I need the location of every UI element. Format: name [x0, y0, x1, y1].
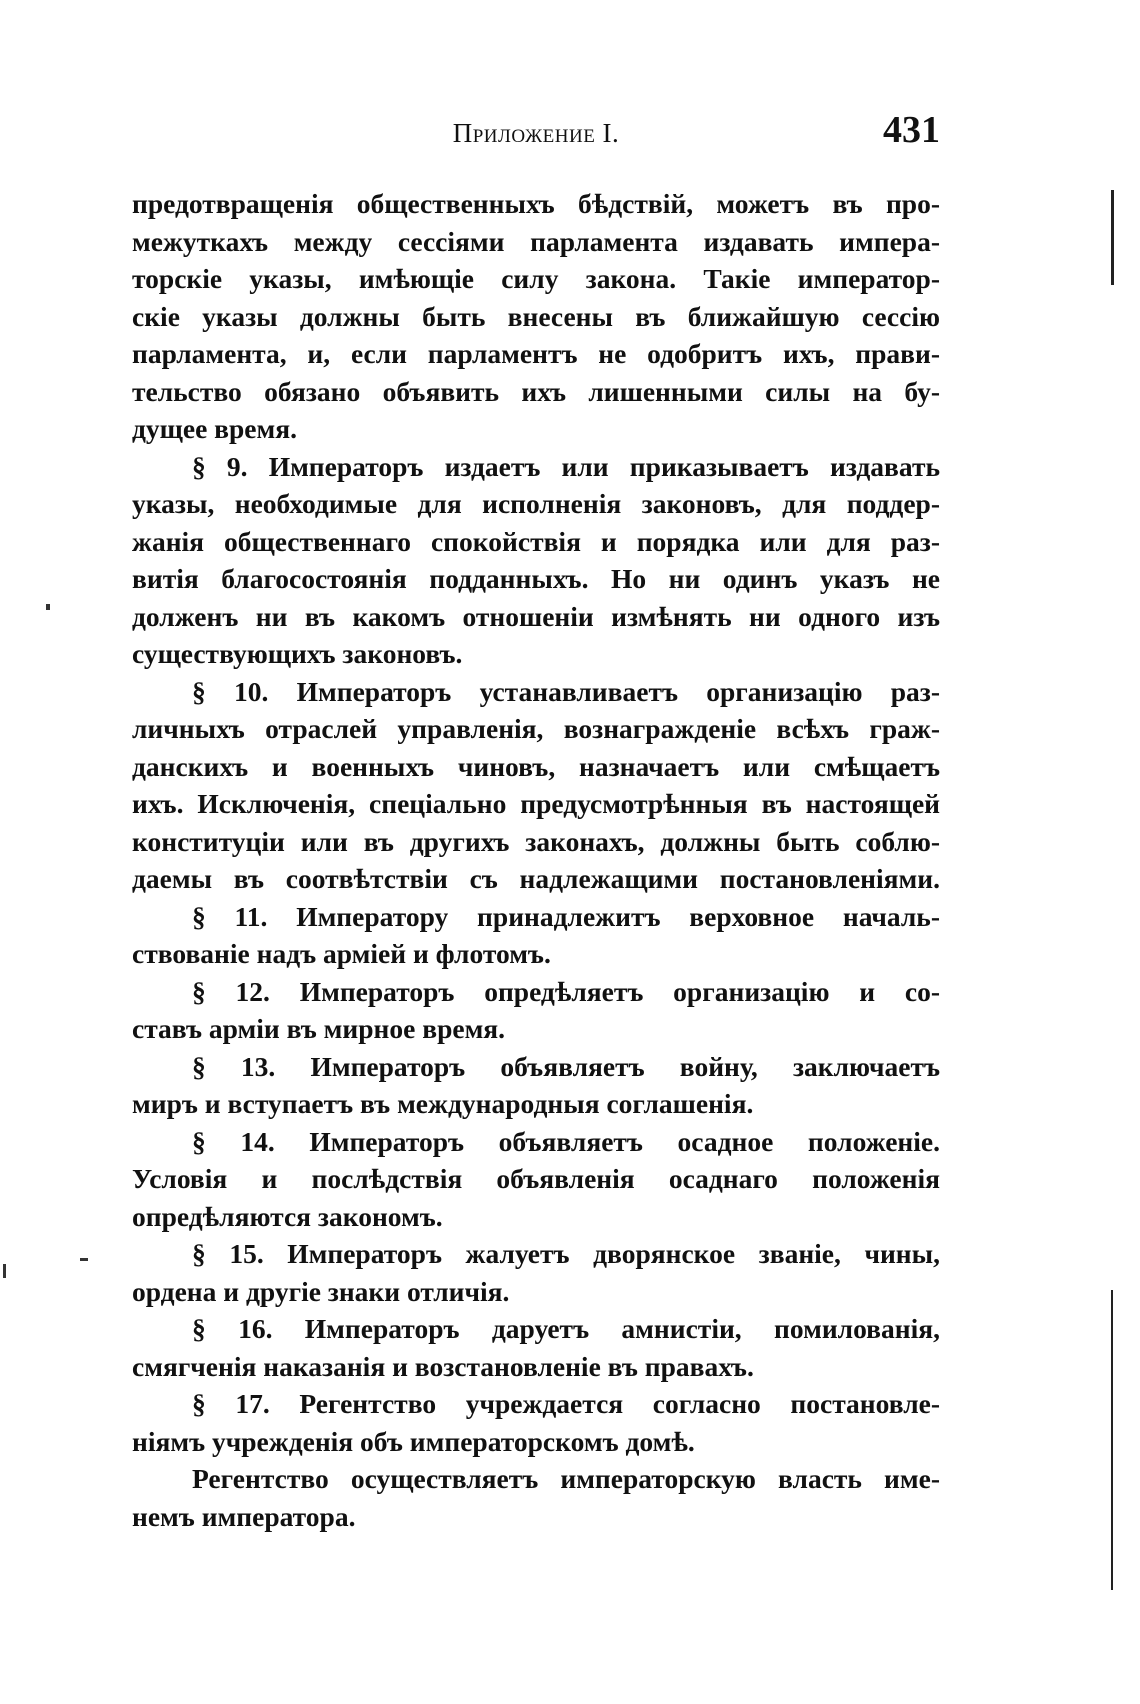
scan-speck	[80, 1258, 88, 1261]
text-line: парламента, и, если парламентъ не одобритъ ихъ, прави-	[132, 338, 940, 369]
text-line: скіе указы должны быть внесены въ ближайшую сессію	[132, 300, 940, 332]
text-line: долженъ ни въ какомъ отношеніи измѣнять ни одного изъ	[132, 600, 940, 632]
paragraph-first-line: § 16. Императоръ даруетъ амнистіи, помилованія,	[192, 1313, 940, 1344]
text-line: дущее время.	[132, 413, 297, 444]
scan-edge-line	[1111, 1290, 1113, 1590]
paragraph-first-line: § 11. Императору принадлежитъ верховное началь-	[192, 900, 940, 932]
text-line: ихъ. Исключенія, спеціально предусмотрѣнныя въ настоящей	[132, 788, 940, 819]
text-line: смягченія наказанія и возстановленіе въ правахъ.	[132, 1350, 754, 1382]
paragraph-first-line: § 12. Императоръ опредѣляетъ организацію и со-	[192, 975, 940, 1007]
text-line: торскіе указы, имѣющіе силу закона. Такіе император-	[132, 263, 940, 294]
scan-edge-line	[1111, 190, 1114, 285]
text-line: личныхъ отраслей управленія, вознагражденіе всѣхъ граж-	[132, 713, 940, 744]
text-line: ордена и другіе знаки отличія.	[132, 1275, 510, 1307]
text-line: конституціи или въ другихъ законахъ, должны быть соблю-	[132, 825, 940, 857]
paragraph-first-line: § 13. Императоръ объявляетъ войну, заключаетъ	[192, 1050, 940, 1082]
scan-speck	[46, 604, 50, 610]
running-title: Приложение I.	[452, 118, 620, 148]
text-line: ствованіе надъ арміей и флотомъ.	[132, 938, 551, 969]
text-line: немъ императора.	[132, 1500, 356, 1532]
paragraph-first-line: Регентство осуществляетъ императорскую власть име-	[192, 1463, 940, 1494]
text-line: ставъ арміи въ мирное время.	[132, 1013, 506, 1044]
paragraph-first-line: § 9. Императоръ издаетъ или приказываетъ издавать	[192, 450, 940, 482]
text-line: жанія общественнаго спокойствія и порядка или для раз-	[132, 525, 940, 557]
text-line: данскихъ и военныхъ чиновъ, назначаетъ или смѣщаетъ	[132, 750, 940, 782]
text-line: тельство обязано объявить ихъ лишенными силы на бу-	[132, 375, 940, 407]
text-line: опредѣляются закономъ.	[132, 1200, 443, 1232]
paragraph-first-line: § 15. Императоръ жалуетъ дворянское званіе, чины,	[192, 1238, 940, 1269]
scan-speck	[3, 1264, 6, 1278]
paragraph-first-line: § 10. Императоръ устанавливаетъ организацію раз-	[192, 675, 940, 707]
running-head	[132, 108, 940, 164]
text-line: даемы въ соотвѣтствіи съ надлежащими постановленіями.	[132, 863, 940, 894]
paragraph-first-line: § 14. Императоръ объявляетъ осадное положеніе.	[192, 1125, 940, 1157]
text-line: Условія и послѣдствія объявленія осаднаго положенія	[132, 1163, 940, 1194]
text-line: предотвращенія общественныхъ бѣдствій, можетъ въ про-	[132, 188, 940, 219]
paragraph-first-line: § 17. Регентство учреждается согласно постановле-	[192, 1388, 940, 1419]
text-line: указы, необходимые для исполненія законовъ, для поддер-	[132, 488, 940, 519]
text-line: существующихъ законовъ.	[132, 638, 463, 669]
text-line: ніямъ учрежденія объ императорскомъ домѣ.	[132, 1425, 695, 1457]
text-line: миръ и вступаетъ въ международныя соглашенія.	[132, 1088, 754, 1119]
page-number: 431	[883, 109, 940, 151]
text-line: витія благосостоянія подданныхъ. Но ни одинъ указъ не	[132, 563, 940, 594]
body-text	[132, 185, 940, 1535]
text-line: межуткахъ между сессіями парламента издавать импера-	[132, 225, 940, 257]
